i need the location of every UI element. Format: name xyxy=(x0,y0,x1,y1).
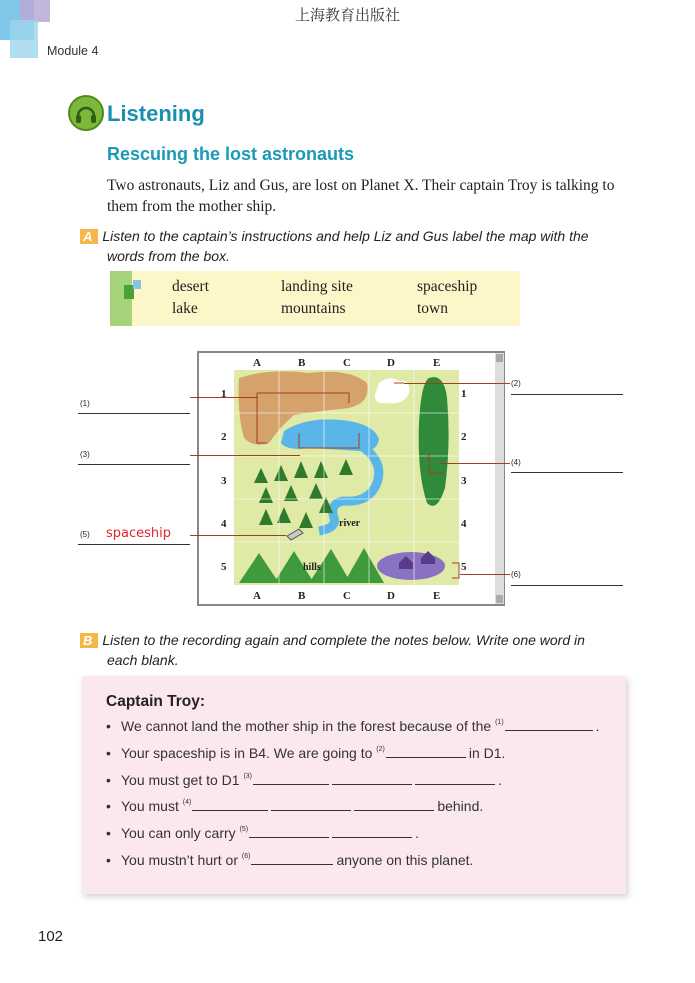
word-item: desert xyxy=(172,278,210,295)
word-item: lake xyxy=(172,300,198,317)
hills-label: hills xyxy=(303,562,321,573)
answer-blank[interactable] xyxy=(249,826,329,838)
blank-number: (5) xyxy=(80,530,90,539)
blank-number: (4) xyxy=(511,458,521,467)
map-column-label: E xyxy=(433,357,441,369)
part-b-instruction xyxy=(80,630,610,670)
answer-blank[interactable] xyxy=(505,719,593,731)
answer-blank[interactable] xyxy=(415,773,495,785)
module-label: Module 4 xyxy=(47,44,99,58)
map-row-label: 3 xyxy=(461,475,467,487)
pointer-line xyxy=(460,574,510,575)
speaker-name: Captain Troy: xyxy=(106,693,206,710)
intro-text: Two astronauts, Liz and Gus, are lost on Planet X. Their captain Troy is talking to them from the mother ship. xyxy=(107,177,615,215)
filled-answer: spaceship xyxy=(106,526,172,541)
map-column-label: B xyxy=(298,590,306,602)
section-title: Listening xyxy=(107,101,205,126)
note-item: • You must get to D1 $^{(3)}$ . xyxy=(106,772,502,788)
word-item: spaceship xyxy=(417,278,478,295)
map-column-label: E xyxy=(433,590,441,602)
part-b-label: B xyxy=(80,633,98,648)
map-illustration xyxy=(199,353,495,604)
page-number: 102 xyxy=(38,928,64,945)
corner-decoration xyxy=(10,20,38,58)
answer-blank[interactable] xyxy=(253,773,329,785)
river-label: river xyxy=(339,518,361,529)
decoration xyxy=(133,280,141,289)
pointer-line xyxy=(190,535,286,536)
word-item: town xyxy=(417,300,448,317)
map-column-label: A xyxy=(253,590,261,602)
answer-blank[interactable] xyxy=(332,773,412,785)
answer-line xyxy=(78,413,190,414)
answer-line xyxy=(511,585,623,586)
pointer-line xyxy=(190,455,300,456)
blank-number: (2) xyxy=(511,379,521,388)
answer-line xyxy=(511,394,623,395)
blank-number: (1) xyxy=(80,399,90,408)
map-column-label: A xyxy=(253,357,261,369)
headphones-icon xyxy=(68,95,104,131)
instruction-line: words from the box. xyxy=(107,248,230,264)
map-column-label: D xyxy=(387,357,395,369)
word-item: mountains xyxy=(281,300,346,317)
publisher-name: 上海教育出版社 xyxy=(294,6,400,24)
map-row-label: 1 xyxy=(221,388,227,400)
section-subtitle: Rescuing the lost astronauts xyxy=(107,144,355,164)
part-a-label: A xyxy=(80,229,98,244)
instruction-line: each blank. xyxy=(107,652,179,668)
map-column-label: D xyxy=(387,590,395,602)
map-row-label: 1 xyxy=(461,388,467,400)
part-a-instruction xyxy=(80,226,610,266)
map-scrollbar xyxy=(495,353,504,604)
pointer-line xyxy=(190,397,258,398)
word-item: landing site xyxy=(281,278,353,295)
map-row-label: 2 xyxy=(221,431,227,443)
pointer-line xyxy=(404,383,510,384)
answer-line xyxy=(78,464,190,465)
mountains-area xyxy=(419,377,449,506)
answer-blank[interactable] xyxy=(332,826,412,838)
note-item: • You mustn’t hurt or $^{(6)}$ anyone on this planet. xyxy=(106,852,474,868)
blank-number: (6) xyxy=(511,570,521,579)
answer-blank[interactable] xyxy=(354,799,434,811)
instruction-line: Listen to the captain’s instructions and help Liz and Gus label the map with the xyxy=(102,228,589,244)
answer-blank[interactable] xyxy=(251,853,333,865)
blank-number: (3) xyxy=(80,450,90,459)
map-row-label: 5 xyxy=(221,561,227,573)
map-column-label: C xyxy=(343,357,351,369)
map-row-label: 3 xyxy=(221,475,227,487)
answer-line xyxy=(78,544,190,545)
map-column-label: B xyxy=(298,357,306,369)
answer-blank[interactable] xyxy=(192,799,268,811)
note-item: • You must $^{(4)}$ behind. xyxy=(106,798,484,814)
note-item: • You can only carry $^{(5)}$ . xyxy=(106,825,420,841)
answer-blank[interactable] xyxy=(386,746,466,758)
answer-blank[interactable] xyxy=(271,799,351,811)
map-row-label: 4 xyxy=(461,518,467,530)
map-row-label: 5 xyxy=(461,561,467,573)
instruction-line: Listen to the recording again and complete the notes below. Write one word in xyxy=(102,632,585,648)
map-row-label: 2 xyxy=(461,431,467,443)
note-item: • We cannot land the mother ship in the forest because of the $^{(1)}$ . xyxy=(106,718,600,734)
note-item: • Your spaceship is in B4. We are going to $^{(2)}$ in D1. xyxy=(106,745,506,761)
map-row-label: 4 xyxy=(221,518,227,530)
map-column-label: C xyxy=(343,590,351,602)
answer-line xyxy=(511,472,623,473)
pointer-line xyxy=(440,463,510,464)
